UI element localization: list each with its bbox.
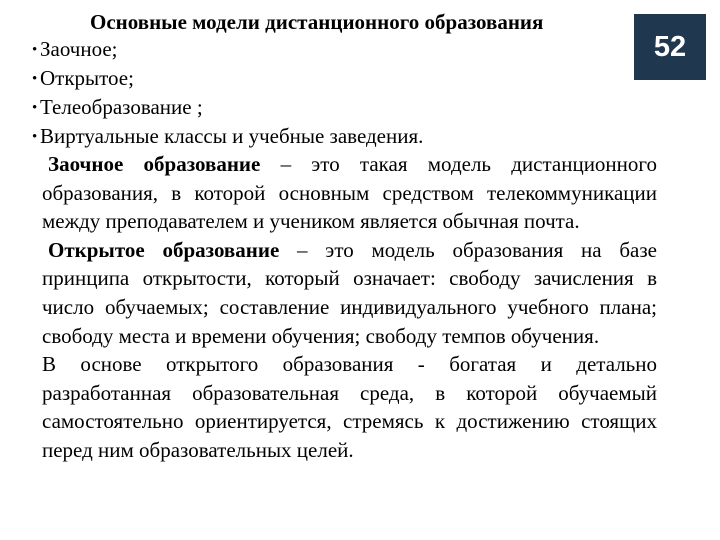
term-open-education: Открытое образование <box>48 237 280 262</box>
bullet-icon: • <box>32 100 38 116</box>
bullet-icon: • <box>32 71 38 87</box>
list-item-text: Открытое; <box>40 66 134 90</box>
body-text <box>42 150 657 465</box>
list-item-text: Заочное; <box>40 37 118 61</box>
list-item <box>32 64 423 93</box>
definition-open-education: – это модель образования на базе принципа открытости, который означает: свободу зачисления в число обучаемых; составление индивидуального учебного плана; свободу места и времени обучения; свободу темпов обучения. <box>42 237 657 348</box>
list-item-text: Виртуальные классы и учебные заведения. <box>40 124 424 148</box>
paragraph-open-education <box>42 236 657 350</box>
list-item-text: Телеобразование ; <box>40 95 203 119</box>
term-correspondence: Заочное образование <box>48 152 261 176</box>
list-item <box>32 122 423 151</box>
bullet-icon: • <box>32 42 38 58</box>
model-list <box>32 35 423 151</box>
paragraph-distance-correspondence <box>42 150 657 236</box>
list-item <box>32 93 423 122</box>
paragraph-open-education-basis: В основе открытого образования - богатая и детально разработанная образовательная среда, в которой обучаемый самостоятельно ориентируется, стремясь к достижению стоящих перед ним образовательных целей. <box>42 352 657 462</box>
list-item <box>32 35 423 64</box>
bullet-icon: • <box>32 129 38 145</box>
definition-correspondence: – это такая модель дистанционного образования, в которой основным средством телекоммуникации между преподавателем и учеником является обычная почта. <box>42 152 657 234</box>
slide-title: Основные модели дистанционного образования <box>90 10 544 34</box>
page-number-badge: 52 <box>634 14 706 80</box>
